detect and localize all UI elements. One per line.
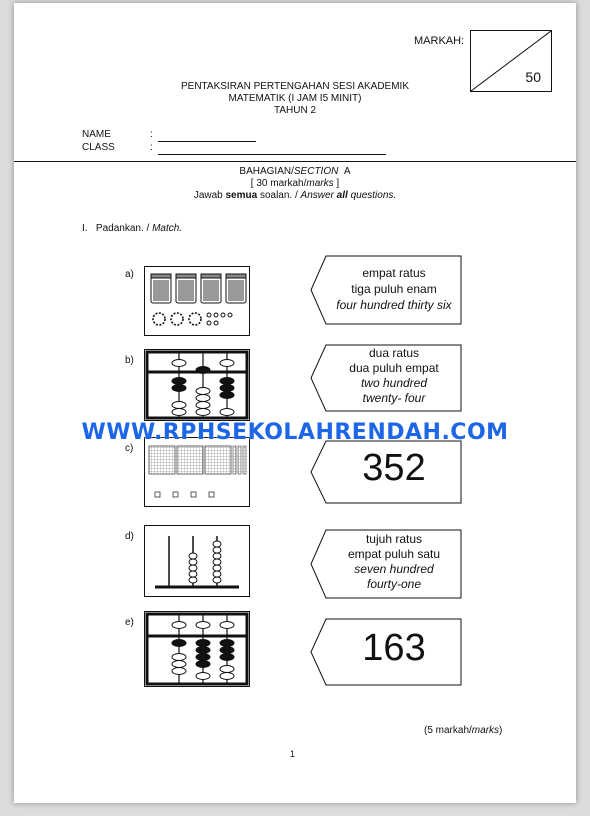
page-number: 1 xyxy=(290,749,296,759)
counting-rods-icon xyxy=(145,526,249,596)
card-d-line2: empat puluh satu xyxy=(347,547,441,561)
name-colon: : xyxy=(150,129,153,140)
watermark-text: WWW.RPHSEKOLAHRENDAH.COM xyxy=(81,420,509,445)
header-line-3: TAHUN 2 xyxy=(273,105,317,116)
card-d-line1: tujuh ratus xyxy=(365,532,423,546)
instr-d: Answer xyxy=(300,190,337,201)
item-label-e: e) xyxy=(125,617,134,628)
name-label: NAME xyxy=(82,129,111,140)
markah-value: 50 xyxy=(525,69,541,85)
footer-marks-post: ) xyxy=(499,725,503,736)
item-c-blocks-picture[interactable] xyxy=(144,437,250,507)
class-field[interactable] xyxy=(158,154,386,155)
jars-icon xyxy=(145,267,249,335)
worksheet-page xyxy=(14,3,576,803)
markah-label: MARKAH: xyxy=(414,35,465,47)
card-a-line1: empat ratus xyxy=(362,266,426,280)
class-label: CLASS xyxy=(82,142,115,153)
card-b-line2: dua puluh empat xyxy=(349,361,439,375)
item-a-jars-picture[interactable] xyxy=(144,266,250,336)
section-marks-it: marks xyxy=(306,178,334,189)
class-colon: : xyxy=(150,142,153,153)
item-label-b: b) xyxy=(125,355,134,366)
card-b-line3: two hundred xyxy=(360,376,428,390)
instr-f: questions. xyxy=(347,190,397,201)
name-field[interactable] xyxy=(158,141,256,142)
instr-c: soalan. / xyxy=(257,190,301,201)
footer-marks-pre: (5 markah/ xyxy=(424,725,472,736)
match-card-c[interactable]: 352 xyxy=(362,447,426,489)
abacus-icon xyxy=(145,350,249,420)
abacus-icon xyxy=(145,612,249,686)
card-a-line3: four hundred thirty six xyxy=(336,298,452,312)
instr-a: Jawab xyxy=(193,190,226,201)
header-divider xyxy=(14,161,576,162)
match-card-a[interactable] xyxy=(326,265,462,313)
item-b-abacus-picture[interactable] xyxy=(144,349,250,421)
card-a-line2: tiga puluh enam xyxy=(351,282,437,296)
instr-e: all xyxy=(336,190,348,201)
item-label-c: c) xyxy=(125,443,134,454)
header-line-2: MATEMATIK (I JAM I5 MINIT) xyxy=(228,93,362,104)
section-letter: A xyxy=(343,166,351,177)
question-text-en: Match. xyxy=(152,223,183,234)
footer-marks xyxy=(424,725,502,736)
footer-marks-it: marks xyxy=(471,725,500,736)
section-header xyxy=(14,166,576,202)
card-d-line3: seven hundred xyxy=(354,562,434,576)
card-b-line1: dua ratus xyxy=(368,346,420,360)
item-e-abacus-picture[interactable] xyxy=(144,611,250,687)
card-d-line4: fourty-one xyxy=(366,577,422,591)
question-text: Padankan. / xyxy=(95,223,153,234)
match-card-b[interactable] xyxy=(326,346,462,406)
section-marks-pre: [ 30 markah/ xyxy=(250,178,307,189)
item-label-a: a) xyxy=(125,269,134,280)
section-word: SECTION xyxy=(293,166,339,177)
match-card-e[interactable]: 163 xyxy=(362,627,426,669)
section-marks-post: ] xyxy=(333,178,340,189)
match-card-d[interactable] xyxy=(326,532,462,592)
base-ten-blocks-icon xyxy=(145,438,249,506)
item-label-d: d) xyxy=(125,531,134,542)
exam-header xyxy=(14,81,576,117)
card-b-line4: twenty- four xyxy=(362,391,426,405)
section-bahagian: BAHAGIAN/ xyxy=(239,166,294,177)
question-number: I. xyxy=(82,223,88,234)
instr-b: semua xyxy=(225,190,258,201)
question-title xyxy=(82,223,182,234)
header-line-1: PENTAKSIRAN PERTENGAHAN SESI AKADEMIK xyxy=(180,81,410,92)
item-d-rods-picture[interactable] xyxy=(144,525,250,597)
